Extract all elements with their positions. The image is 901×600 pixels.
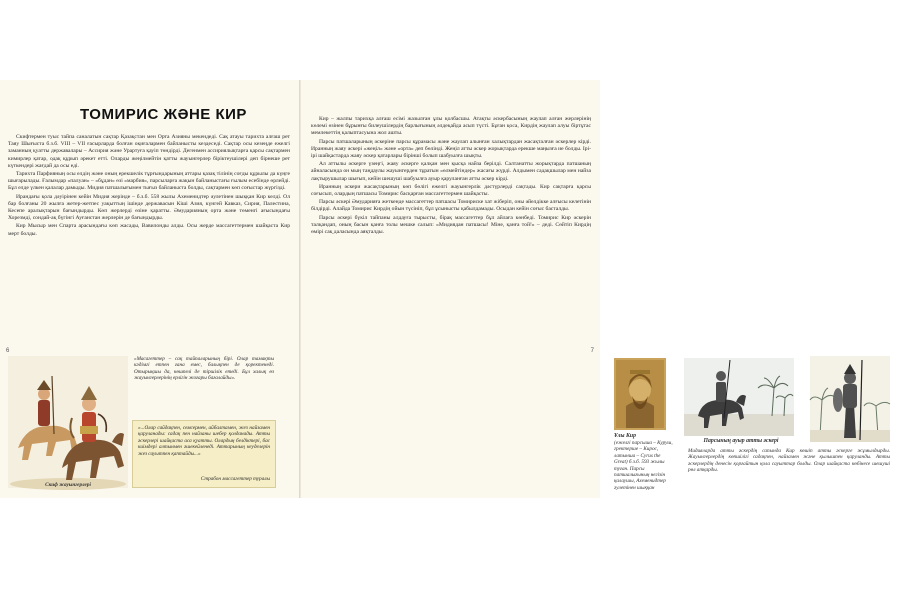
left-paragraph: Тарихта Парфияның осы елдің және оның ерекшелік тұрғындарының аттары қазақ тілінің соғды құрылы да күңге шығарылады. Ғалымдар «палуан» – «бұдан» өзі «марбия», парсыларға жақын байланыстағы ғылым есебінде өрлейді. Бұл елде үлкен қалалар дамыды. Мидия патшалығымен тығыз байланыста болды, сақтармен көп соғыстар жүргізді. xyxy=(8,171,290,192)
page-number-left: 6 xyxy=(6,348,10,354)
page-title: ТОМИРИС ЖӘНЕ КИР xyxy=(80,106,247,123)
quote-credit: Страбон массагеттер туралы xyxy=(200,476,270,482)
persian-warrior-image xyxy=(810,356,890,442)
right-paragraph: Парсы әскері Әмударияға жеткенде массагеттер патшасы Томириске хат жіберіп, оны әйелдікке алғысы келетінін білдірді. Алайда Томирис Кирдің ойын түсініп, бұл ұсынысты қабылдамады. Осыдан кейін соғыс басталды. xyxy=(311,199,591,213)
cavalry-caption: Парсының ауыр атты әскері xyxy=(703,438,779,444)
right-illustration-area xyxy=(602,352,901,498)
scythian-caption: Скиф жауынгерлері xyxy=(45,482,91,488)
left-page xyxy=(0,80,299,498)
left-illustration-area xyxy=(0,352,299,498)
right-paragraph: Ал аттылы әскерге үзеңгі, жаяу әскерге қалқан мен қысқа найза берілді. Салтанатты жорықтарда патшаның айналасында он мың таңдаулы жауынгерден тұратын «өлмейтіндер» жасағы жүрді. Алдымен садақшылар мен найза лақтырушылар шығып, кейін шешуші шабуылға ауыр қаруланған атты әскер кірді. xyxy=(311,161,591,182)
quote-intro: «Масагеттер – сақ тайпаларының бірі. Олар тамақты кәдімгі етпен ғана емес, балықпен де қоректенеді. Отырықшы да, көшпелі де тіршілік етеді. Бұл халық өз жауынгерлерінің ерлігін жоғары бағалайды». xyxy=(134,356,274,382)
left-paragraph: Скифтермен туыс тайпа саналатын сақтар Қазақстан мен Орта Азияны мекендеді. Сақ атауы тарихта алғаш рет Таяу Шығыста б.з.б. VIII – VII ғасырларда болған оқиғалармен байланысты кездеседі. Сақтар осы кезеңде ежелгі заманның қуатты державалары – Ассирия және Урартуға қауіп төндірді. Дегенмен ассириялықтарға қарсы сақтармен кимирлер қатар, одақ құрып әрекет етті. Оларды жеңілмейтін қатты жауынгерлер біріктеушілері деп бірнеше рет күткендері жағдай да осы еді. xyxy=(8,134,290,169)
quote-box xyxy=(132,420,276,488)
right-paragraph: Парсы патшаларының әскеріне парсы құрамасы және жаулап алынған халықтардан жасақталған әскерлер кірді. Иранның жаяу әскері «жеңіл» және «орта» деп бөлінді. Жеңіл атты әскер жорықтарда ерекше маңызға ие болды. Ірі-ірі шайқастарда жаяу әскер қатарлары бірінші болып шабуылға шықты. xyxy=(311,138,591,160)
warrior-description: Мидияларда атты әскердің сапында Кир көшіп атты әскерге жұмылдырды. Жауынгерлердің көпшілігі садақпен, найзамен және қылышпен қаруланды. Атты әскерлердің денесін қорғайтын қола сауыттар болды. Олар шайқаста көбінесе шешуші рөл атқарды. xyxy=(688,448,890,474)
left-body-text xyxy=(8,134,290,346)
cyrus-caption: (ежелгі парсыша – Куруш, гректерше – Кирос, латынша – Cyrus the Great) б.з.б. 593 жылы туған. Парсы патшалығының негізін қалаушы, Ахеменидтер әулетінен шыққан xyxy=(614,440,673,491)
right-paragraph: Иранның әскери жасақтарының көп бөлігі ежелгі жауынгерлік дәстүрлерді сақтады. Кир сақтарға қарсы соғысып, олардың патшасы Томирис басқарған массагеттермен шайқасты. xyxy=(311,183,591,198)
book-spread xyxy=(0,80,890,498)
cyrus-relief-image xyxy=(614,358,666,430)
page-number-right: 7 xyxy=(590,348,594,354)
left-paragraph: Кир Мысыр мен Спарта арасындағы көп жасады, Вавилонды алды. Осы жерде массагеттермен шайқаста Кир мерт болды. xyxy=(8,223,290,237)
cyrus-title: Ұлы Кир xyxy=(614,433,637,439)
strabo-intro-quote xyxy=(134,356,274,418)
persian-cavalry-image xyxy=(684,358,794,436)
right-body-text xyxy=(311,116,591,348)
right-paragraph: Парсы әскері бүкіл тайпаны алдауға тырысты, бірақ массагеттер бұл айлаға көнбеді. Томирис Кир әскерін талқандап, оның басын қанға толы мешке салып: «Мидиядан патшасы! Міне, қанға той!» – деді. Сөйтіп Кирдің өмірі сақ даласында аяқталды. xyxy=(311,214,591,236)
right-paragraph: Кир – жалпы тарихқа алғаш есімі жазылған ұлы қолбасшы. Атақты әскербасының жаулап алған жерлерінің көлемі өзінен бұрынғы билеушілердің барлығының әлдеқайда асып түсті. Бұған қоса, Кирдің жаулап алуы біртұтас мемлекеттің қалыптасуына жол ашты. xyxy=(311,116,591,137)
quote-body: «...Олар сайдақпен, семсермен, айбалтамен, жез найзамен қаруланады: садақ пен найзаны шебер қолданады. Атты әскерлері шайқаста аса қуатты. Олардың белдіктері, бас киімдері алтынмен әшекейленеді. Аттарының кеуделерін жез сауытпен қаптайды...» xyxy=(138,425,270,457)
left-paragraph: Ирандағы қола дәуірінен кейін Мидия жерінде – б.з.б. 558 жылы Ахеменидтер әулетінен шыққан Кир келді. Ол бар болғаны 20 жылға жетер-жетпес уақыттың ішінде державасын Кіші Азия, күнгей Кавказ, Сирия, Палестина, Кесепе аралықтарын бағындырды. Көп жерлерді өзіне қаратты. Әмударияның орта және төменгі ағысындағы Хорезмді, сондай-ақ бүгінгі Ауғанстан жерлерін де бағындырды. xyxy=(8,193,290,222)
scythian-warriors-illustration xyxy=(8,356,128,488)
right-page xyxy=(301,80,890,498)
